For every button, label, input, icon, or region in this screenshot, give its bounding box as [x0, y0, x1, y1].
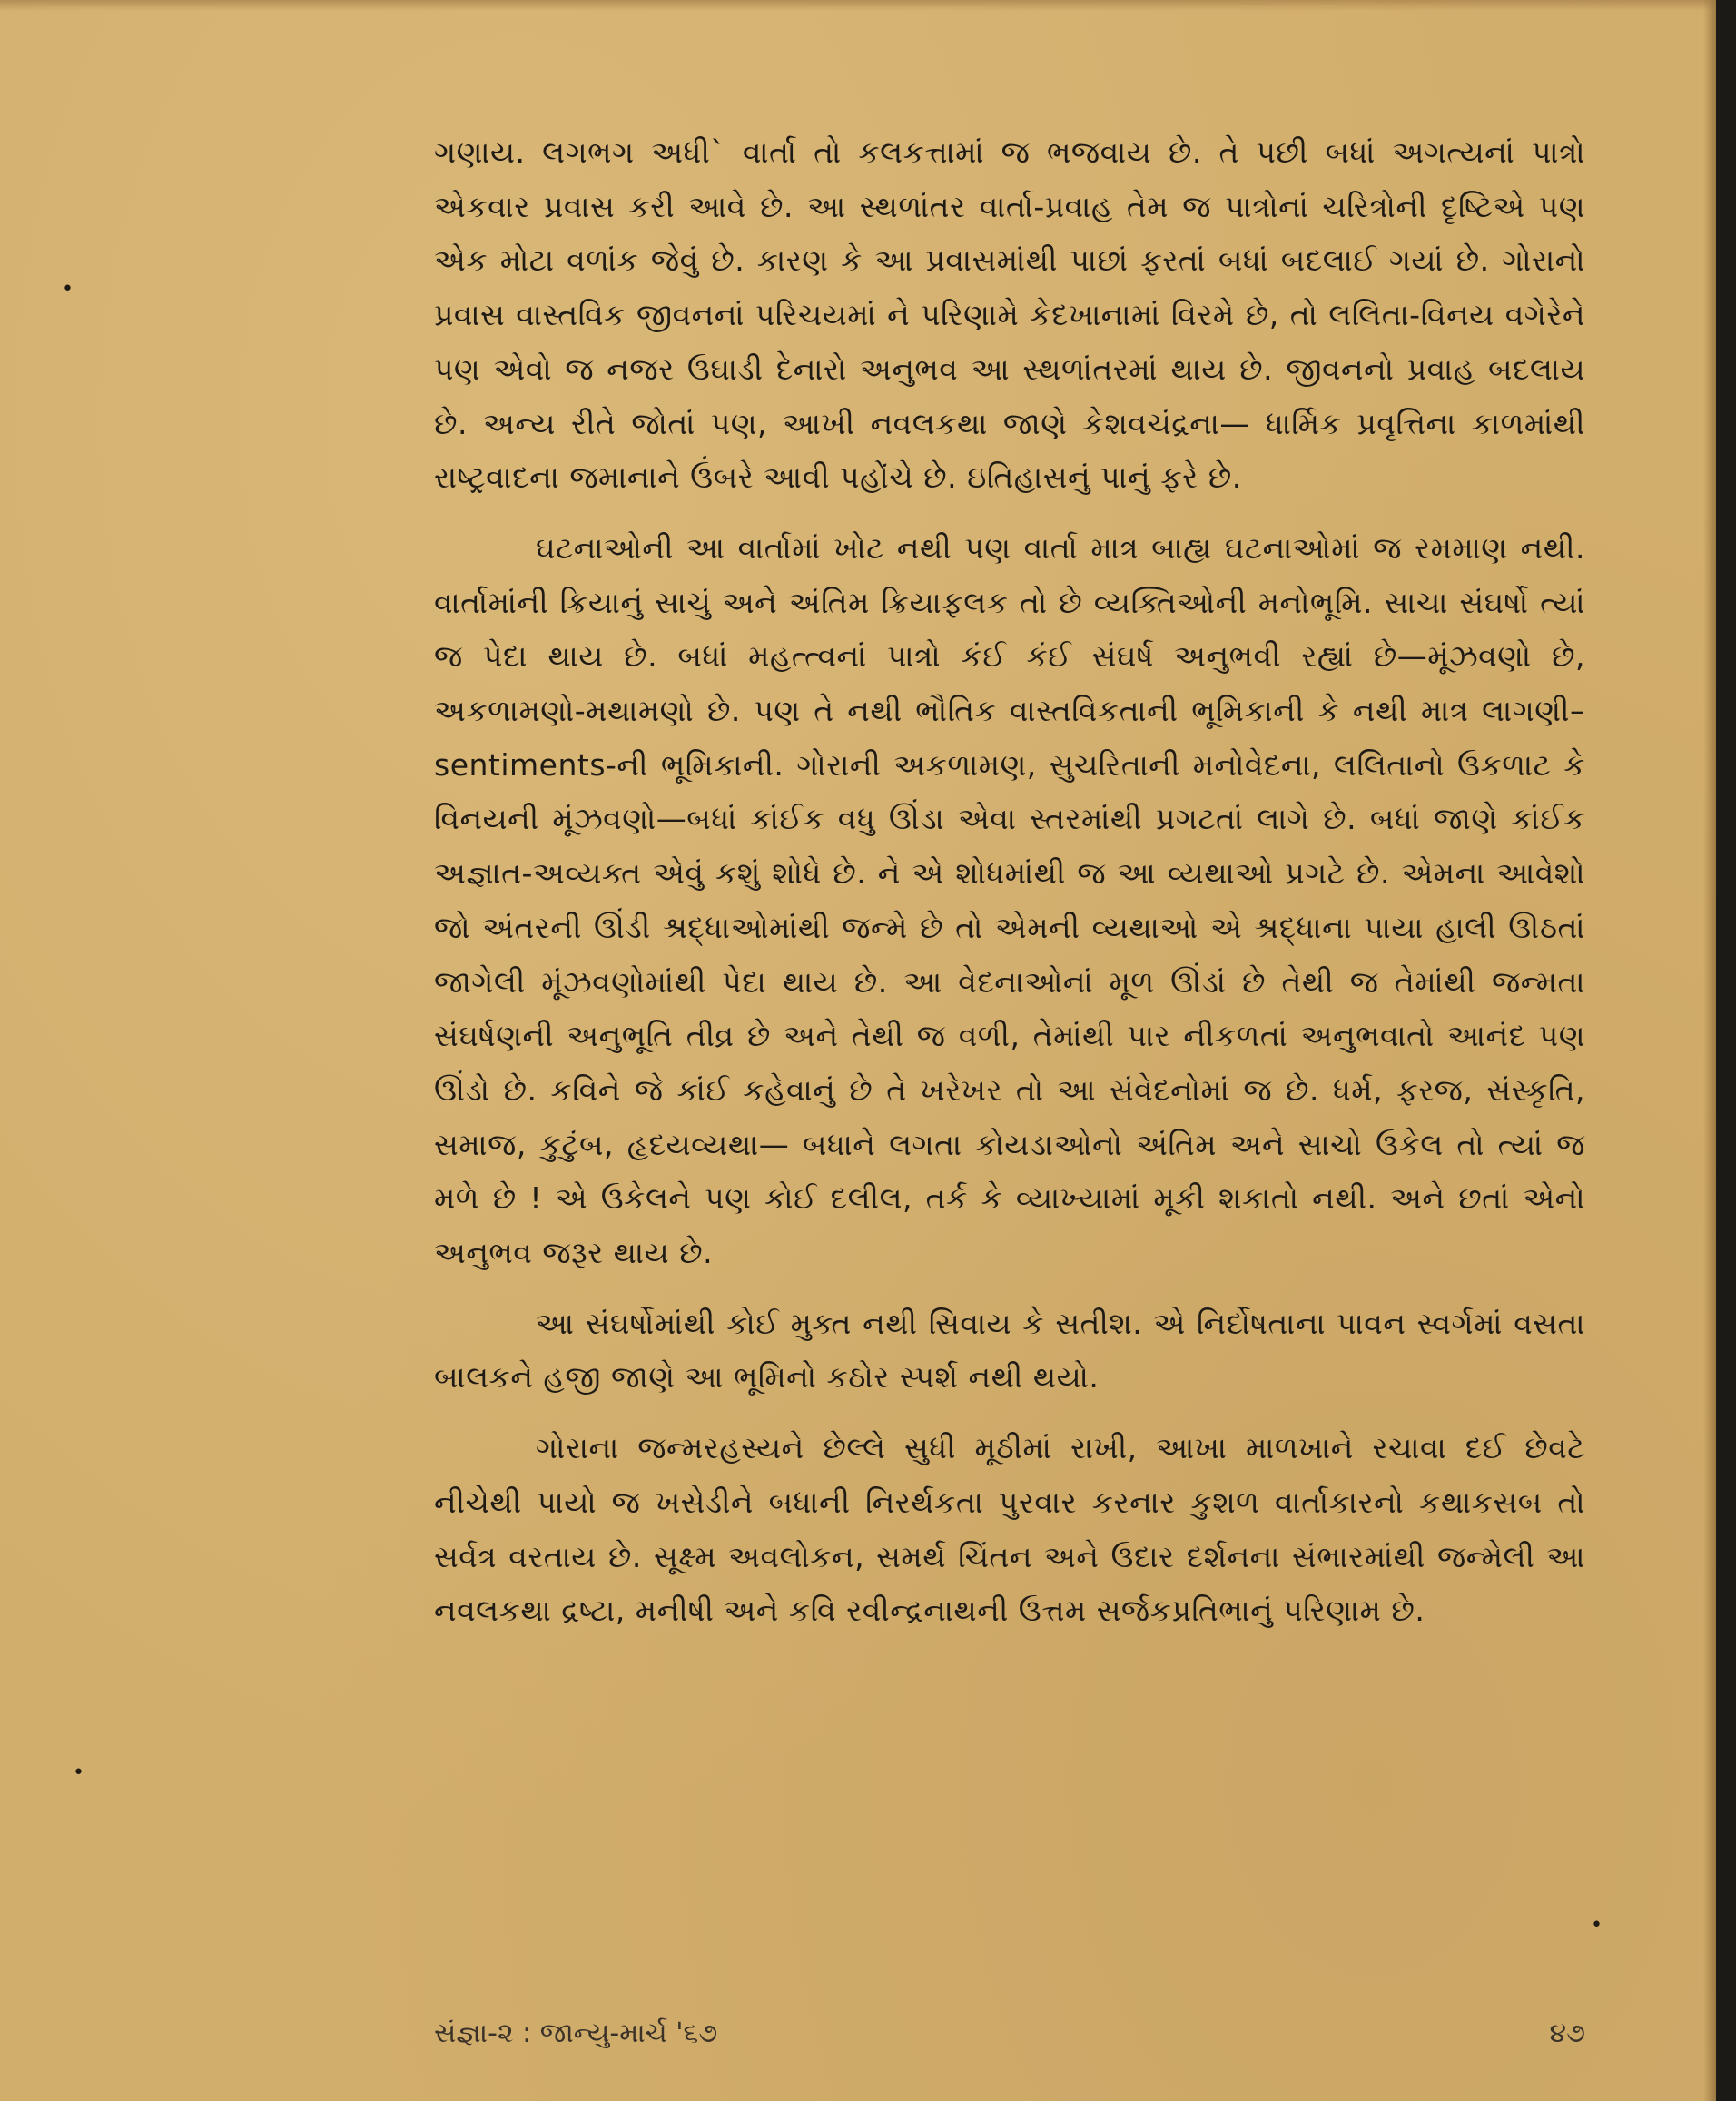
margin-mark: •: [62, 278, 74, 301]
journal-issue: સંજ્ઞા-૨ : જાન્યુ-માર્ચ '૬૭: [434, 2017, 718, 2049]
margin-mark: •: [1591, 1914, 1603, 1937]
page-footer: [434, 2017, 1585, 2063]
margin-mark: •: [73, 1761, 84, 1784]
paragraph: આ સંઘર્ષોમાંથી કોઈ મુક્ત નથી સિવાય કે સતીશ. એ નિર્દોષતાના પાવન સ્વર્ગમાં વસતા બાલકને હજી જાણે આ ભૂમિનો કઠોર સ્પર્શ નથી થયો.: [434, 1305, 1585, 1396]
body-text: [434, 125, 1585, 1638]
page-top-edge: [0, 0, 1716, 11]
paragraph: ઘટનાઓની આ વાર્તામાં ખોટ નથી પણ વાર્તા માત્ર બાહ્ય ઘટનાઓમાં જ રમમાણ નથી. વાર્તામાંની ક્રિયાનું સાચું અને અંતિમ ક્રિયાફલક તો છે વ્યક્તિઓની મનોભૂમિ. સાચા સંઘર્ષો ત્યાં જ પેદા થાય છે. બધાં મહત્ત્વનાં પાત્રો કંઈ કંઈ સંઘર્ષ અનુભવી રહ્યાં છે—મૂંઝવણો છે, અકળામણો-મથામણો છે. પણ તે નથી ભૌતિક વાસ્તવિકતાની ભૂમિકાની કે નથી માત્ર લાગણી–sentiments-ની ભૂમિકાની. ગોરાની અકળામણ, સુચરિતાની મનોવેદના, લલિતાનો ઉકળાટ કે વિનયની મૂંઝવણો—બધાં કાંઈક વધુ ઊંડા એવા સ્તરમાંથી પ્રગટતાં લાગે છે. બધાં જાણે કાંઈક અજ્ઞાત-અવ્યક્ત એવું કશું શોધે છે. ને એ શોધમાંથી જ આ વ્યથાઓ પ્રગટે છે. એમના આવેશો જો અંતરની ઊંડી શ્રદ્ધાઓમાંથી જન્મે છે તો એમની વ્યથાઓ એ શ્રદ્ધાના પાયા હાલી ઊઠતાં જાગેલી મૂંઝવણોમાંથી પેદા થાય છે. આ વેદનાઓનાં મૂળ ઊંડાં છે તેથી જ તેમાંથી જન્મતા સંઘર્ષણની અનુભૂતિ તીવ્ર છે અને તેથી જ વળી, તેમાંથી પાર નીકળતાં અનુભવાતો આનંદ પણ ઊંડો છે. કવિને જે કાંઈ કહેવાનું છે તે ખરેખર તો આ સંવેદનોમાં જ છે. ધર્મ, ફરજ, સંસ્કૃતિ, સમાજ, કુટુંબ, હૃદયવ્યથા— બધાને લગતા કોયડાઓનો અંતિમ અને સાચો ઉકેલ તો ત્યાં જ મળે છે ! એ ઉકેલને પણ કોઈ દલીલ, તર્ક કે વ્યાખ્યામાં મૂકી શકાતો નથી. અને છતાં એનો અનુભવ જરૂર થાય છે.: [434, 529, 1585, 1271]
paragraph: ગોરાના જન્મરહસ્યને છેલ્લે સુધી મૂઠીમાં રાખી, આખા માળખાને રચાવા દઈ છેવટે નીચેથી પાયો જ ખસેડીને બધાની નિરર્થકતા પુરવાર કરનાર કુશળ વાર્તાકારનો કથાકસબ તો સર્વત્ર વરતાય છે. સૂક્ષ્મ અવલોકન, સમર્થ ચિંતન અને ઉદાર દર્શનના સંભારમાંથી જન્મેલી આ નવલકથા દ્રષ્ટા, મનીષી અને કવિ રવીન્દ્રનાથની ઉત્તમ સર્જકપ્રતિભાનું પરિણામ છે.: [434, 1430, 1585, 1629]
page-right-edge: [1703, 0, 1716, 2101]
paragraph: ગણાય. લગભગ અધી` વાર્તા તો કલકત્તામાં જ ભજવાય છે. તે પછી બધાં અગત્યનાં પાત્રો એકવાર પ્રવાસ કરી આવે છે. આ સ્થળાંતર વાર્તા-પ્રવાહ તેમ જ પાત્રોનાં ચરિત્રોની દૃષ્ટિએ પણ એક મોટા વળાંક જેવું છે. કારણ કે આ પ્રવાસમાંથી પાછાં ફરતાં બધાં બદલાઈ ગયાં છે. ગોરાનો પ્રવાસ વાસ્તવિક જીવનનાં પરિચયમાં ને પરિણામે કેદખાનામાં વિરમે છે, તો લલિતા-વિનય વગેરેને પણ એવો જ નજર ઉઘાડી દેનારો અનુભવ આ સ્થળાંતરમાં થાય છે. જીવનનો પ્રવાહ બદલાય છે. અન્ય રીતે જોતાં પણ, આખી નવલકથા જાણે કેશવચંદ્રના— ધાર્મિક પ્રવૃત્તિના કાળમાંથી રાષ્ટ્રવાદના જમાનાને ઉંબરે આવી પહોંચે છે. ઇતિહાસનું પાનું ફરે છે.: [434, 134, 1585, 496]
page-number: ૪૭: [1549, 2017, 1585, 2049]
